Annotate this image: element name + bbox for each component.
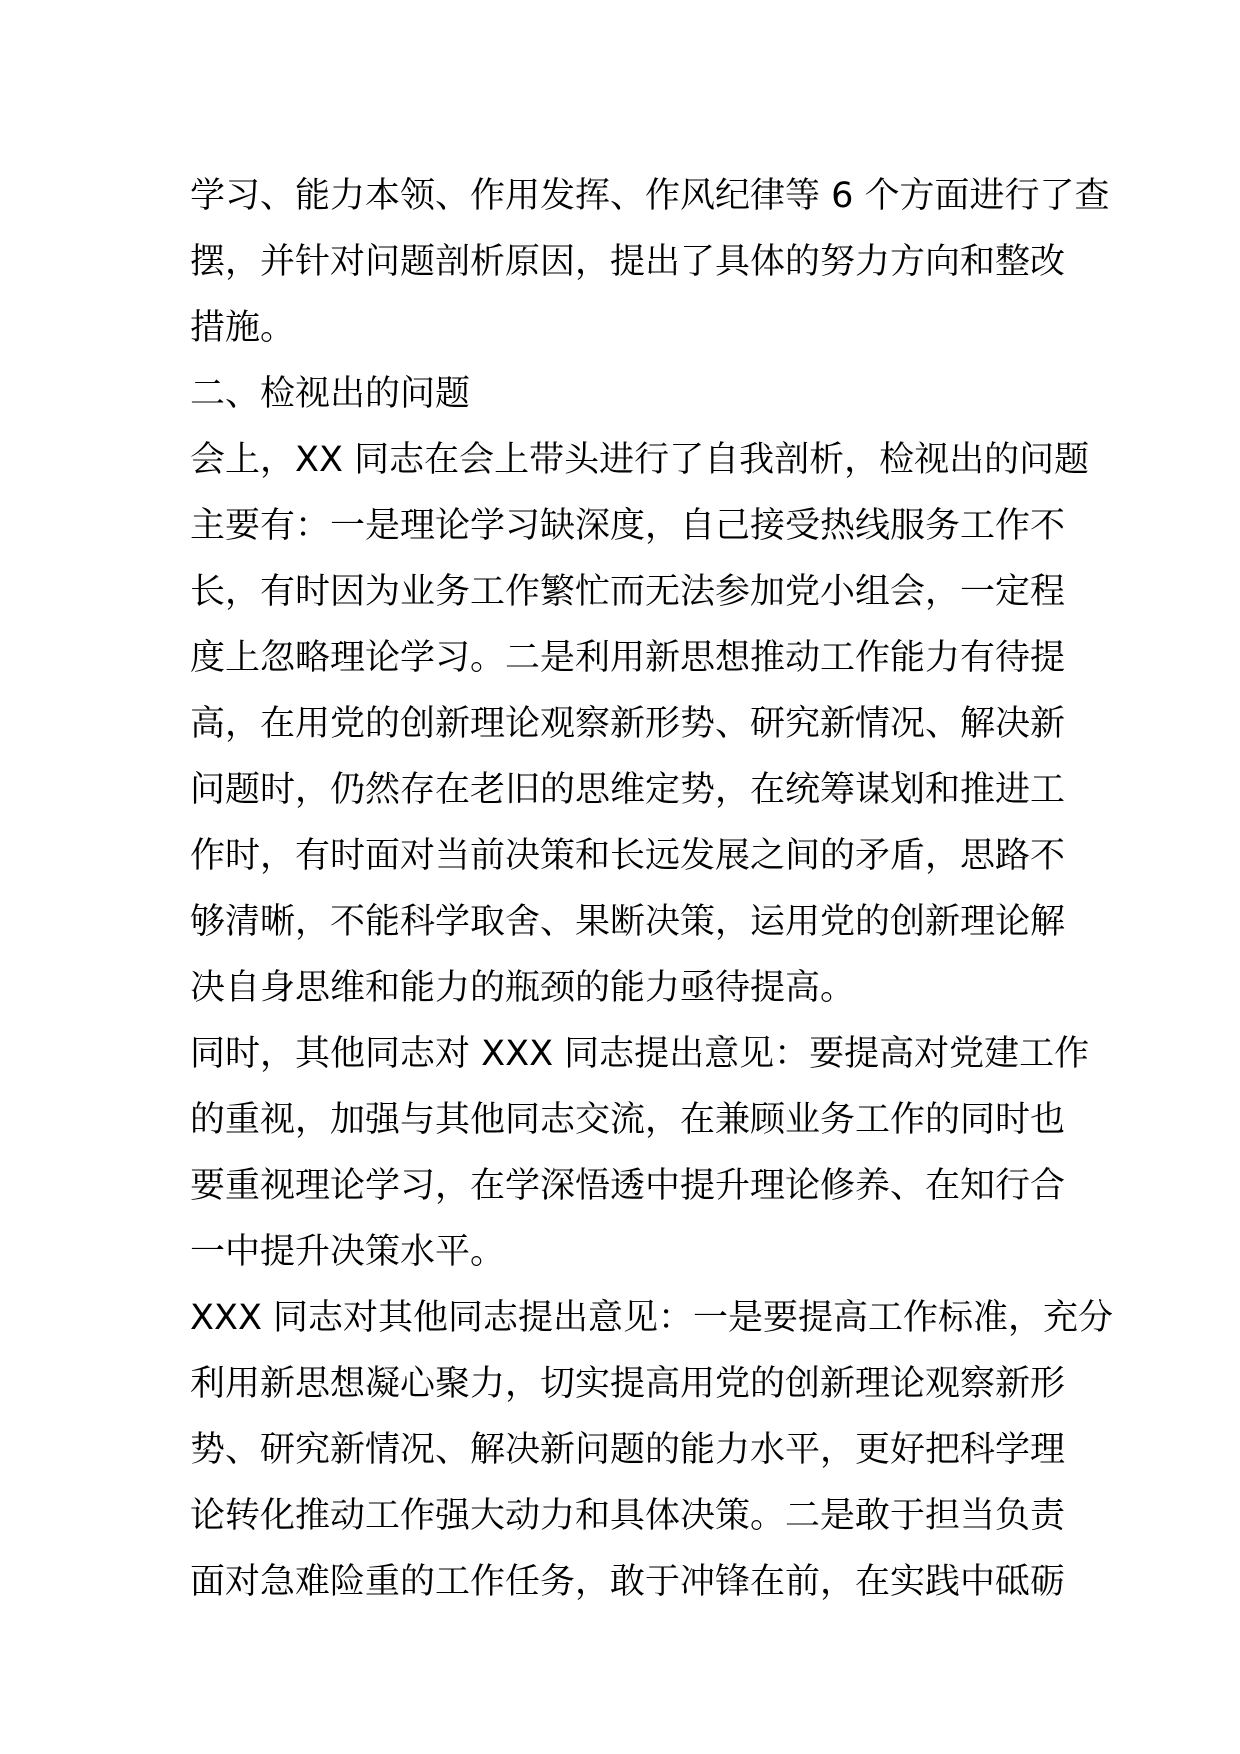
- text-line: 措施。: [190, 308, 296, 348]
- text-line: 长，有时因为业务工作繁忙而无法参加党小组会，一定程: [190, 572, 1066, 612]
- text-line: 高，在用党的创新理论观察新形势、研究新情况、解决新: [190, 704, 1066, 744]
- text-line: 面对急难险重的工作任务，敢于冲锋在前，在实践中砥砺: [190, 1562, 1066, 1602]
- text-line: 的重视，加强与其他同志交流，在兼顾业务工作的同时也: [190, 1100, 1066, 1140]
- text-line: 势、研究新情况、解决新问题的能力水平，更好把科学理: [190, 1430, 1066, 1470]
- text-line: 一中提升决策水平。: [190, 1232, 506, 1272]
- text-line: 决自身思维和能力的瓶颈的能力亟待提高。: [190, 968, 856, 1008]
- text-line: 作时，有时面对当前决策和长远发展之间的矛盾，思路不: [190, 836, 1066, 876]
- text-line: 同时，其他同志对 XXX 同志提出意见：要提高对党建工作: [190, 1034, 1090, 1074]
- text-line: 问题时，仍然存在老旧的思维定势，在统筹谋划和推进工: [190, 770, 1066, 810]
- text-line: 度上忽略理论学习。二是利用新思想推动工作能力有待提: [190, 638, 1066, 678]
- text-line: XXX 同志对其他同志提出意见：一是要提高工作标准，充分: [190, 1298, 1114, 1338]
- text-line: 学习、能力本领、作用发挥、作风纪律等 6 个方面进行了查: [190, 176, 1110, 216]
- text-line: 主要有：一是理论学习缺深度，自己接受热线服务工作不: [190, 506, 1066, 546]
- text-line: 会上，XX 同志在会上带头进行了自我剖析，检视出的问题: [190, 440, 1090, 480]
- text-line: 够清晰，不能科学取舍、果断决策，运用党的创新理论解: [190, 902, 1066, 942]
- text-line: 要重视理论学习，在学深悟透中提升理论修养、在知行合: [190, 1166, 1066, 1206]
- text-line: 论转化推动工作强大动力和具体决策。二是敢于担当负责: [190, 1496, 1066, 1536]
- text-line: 摆，并针对问题剖析原因，提出了具体的努力方向和整改: [190, 242, 1066, 282]
- section-heading: 二、检视出的问题: [190, 374, 471, 414]
- text-line: 利用新思想凝心聚力，切实提高用党的创新理论观察新形: [190, 1364, 1066, 1404]
